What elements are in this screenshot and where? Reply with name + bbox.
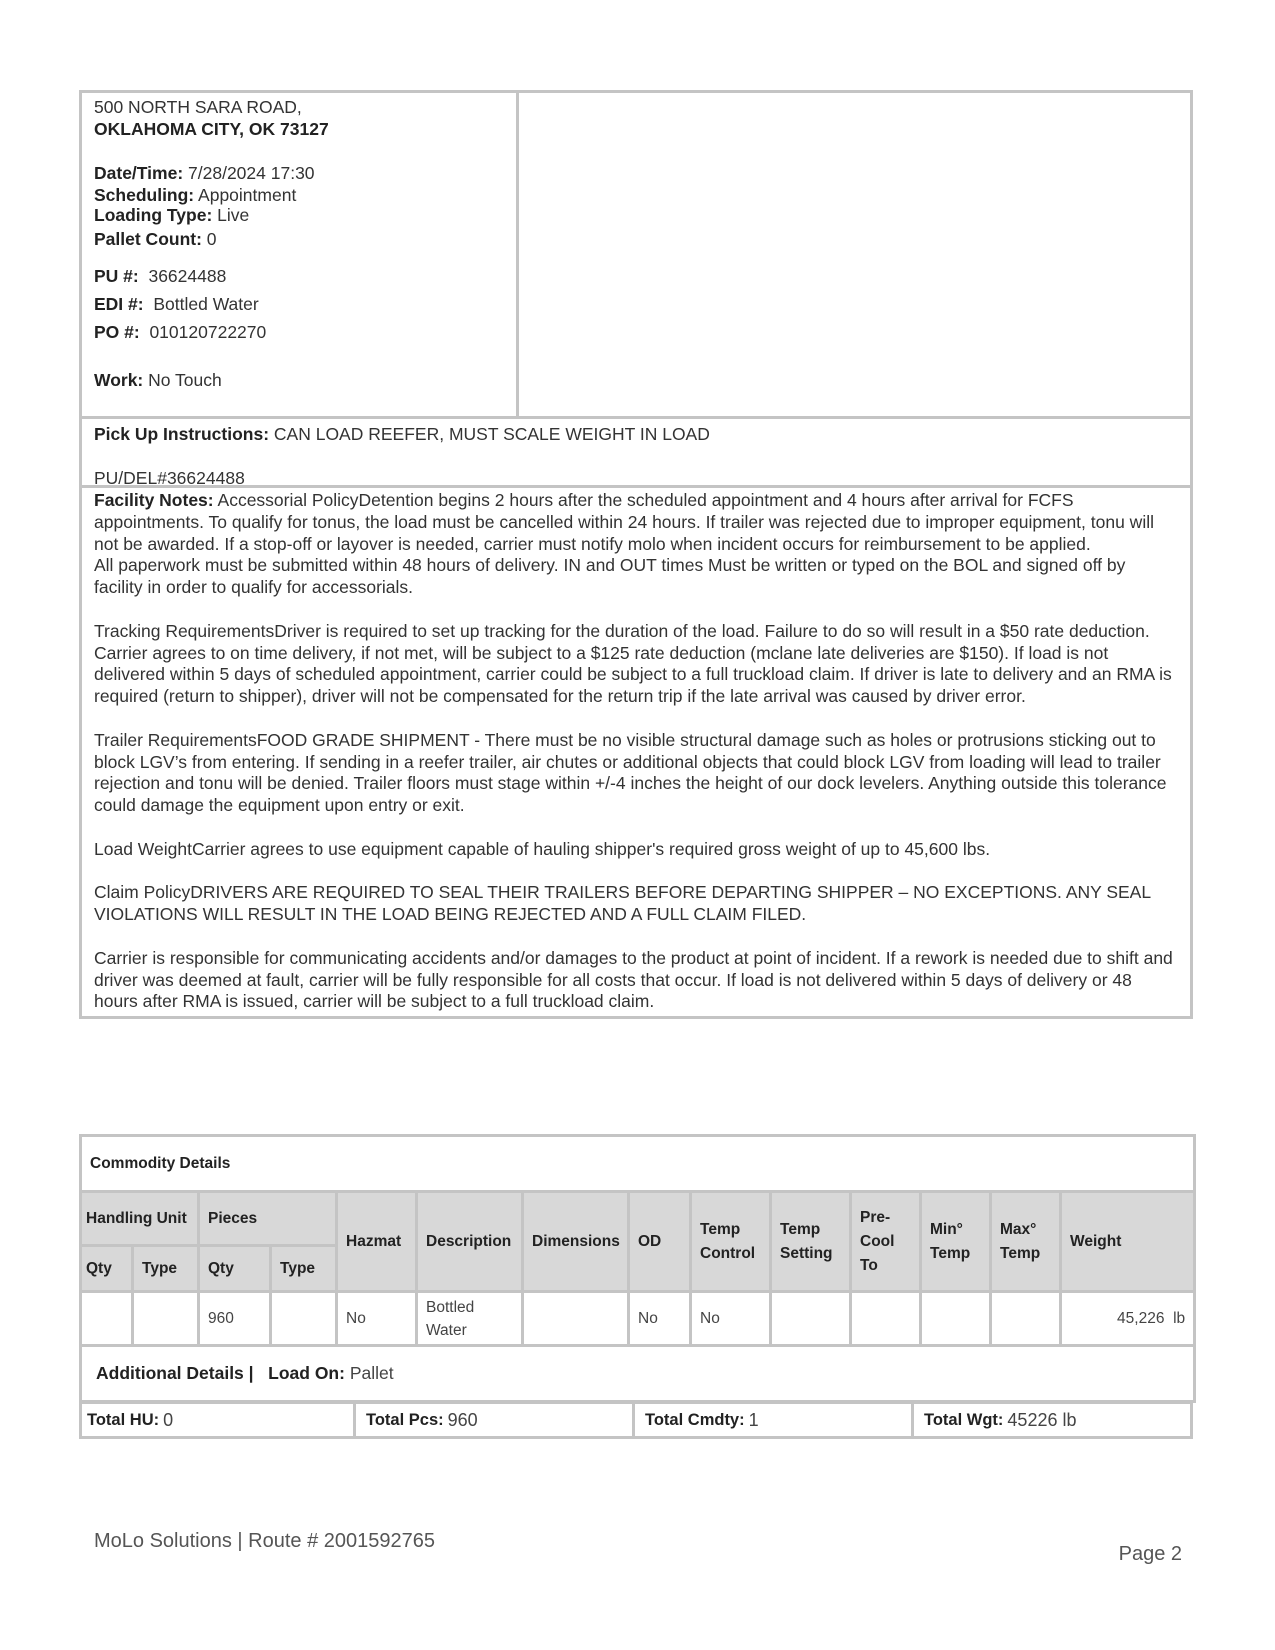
- commodity-title: Commodity Details: [81, 1136, 1195, 1192]
- handling-unit-header: Handling Unit: [81, 1192, 199, 1246]
- address-city: OKLAHOMA CITY, OK 73127: [94, 119, 329, 139]
- max-temp-cell: [991, 1292, 1061, 1346]
- pcs-type-header: Type: [271, 1246, 337, 1292]
- commodity-table: [79, 1134, 1196, 1403]
- pre-cool-header: Pre-Cool To: [851, 1192, 921, 1292]
- description-cell: Bottled Water: [417, 1292, 523, 1346]
- temp-setting-cell: [771, 1292, 851, 1346]
- pcs-qty-cell: 960: [199, 1292, 271, 1346]
- datetime-line: Date/Time: 7/28/2024 17:30: [94, 163, 315, 183]
- pcs-qty-header: Qty: [199, 1246, 271, 1292]
- temp-control-header: Temp Control: [691, 1192, 771, 1292]
- pickup-ref: PU/DEL#36624488: [94, 468, 245, 488]
- scheduling-line: Scheduling: Appointment: [94, 185, 297, 205]
- od-cell: No: [629, 1292, 691, 1346]
- hu-qty-header: Qty: [81, 1246, 133, 1292]
- weight-header: Weight: [1061, 1192, 1195, 1292]
- empty-cell: [519, 93, 1190, 416]
- pre-cool-cell: [851, 1292, 921, 1346]
- edi-line: EDI #: Bottled Water: [94, 294, 259, 314]
- table-row: [81, 1292, 1195, 1346]
- loading-line: Loading Type: Live: [94, 205, 250, 225]
- dimensions-header: Dimensions: [523, 1192, 629, 1292]
- po-line: PO #: 010120722270: [94, 322, 267, 342]
- facility-notes: Facility Notes: Accessorial PolicyDetention begins 2 hours after the scheduled appointment and 4 hours after arrival for FCFS appointments. To qualify for tonus, the load must be cancelled within 24 hours. If trailer was rejected due to improper equipment, tonu will not be awarded. If a stop-off or layover is needed, carrier must notify molo when incident occurs for reimbursement to be applied. All paperwork must be submitted within 48 hours of delivery. IN and OUT times Must be written or typed on the BOL and signed off by facility in order to qualify for accessorials. Tracking RequirementsDriver is required to set up tracking for the duration of the load. Failure to do so will result in a $50 rate deduction. Carrier agrees to on time delivery, if not met, will be subject to a $125 rate deduction (mclane late deliveries are $150). If load is not delivered within 5 days of scheduled appointment, carrier could be subject to a full truckload claim. If driver is late to delivery and an RMA is required (return to shipper), driver will not be compensated for the return trip if the late arrival was caused by driver error. Trailer RequirementsFOOD GRADE SHIPMENT - There must be no visible structural damage such as holes or protrusions sticking out to block LGV’s from entering. If sending in a reefer trailer, air chutes or additional objects that could block LGV from loading will lead to trailer rejection and tonu will be denied. Trailer floors must stage within +/-4 inches the height of our dock levelers. Anything outside this tolerance could damage the equipment upon entry or exit. Load WeightCarrier agrees to use equipment capable of hauling shipper's required gross weight of up to 45,600 lbs. Claim PolicyDRIVERS ARE REQUIRED TO SEAL THEIR TRAILERS BEFORE DEPARTING SHIPPER – NO EXCEPTIONS. ANY SEAL VIOLATIONS WILL RESULT IN THE LOAD BEING REJECTED AND A FULL CLAIM FILED. Carrier is responsible for communicating accidents and/or damages to the product at point of incident. If a rework is needed due to shift and driver was deemed at fault, carrier will be fully responsible for all costs that occur. If load is not delivered within 5 days of delivery or 48 hours after RMA is issued, carrier will be subject to a full truckload claim.: [94, 490, 1173, 1012]
- min-temp-cell: [921, 1292, 991, 1346]
- additional-details-row: [81, 1346, 1195, 1402]
- pcs-type-cell: [271, 1292, 337, 1346]
- hazmat-cell: No: [337, 1292, 417, 1346]
- weight-cell: 45,226 lb: [1061, 1292, 1195, 1346]
- total-pcs: Total Pcs: 960: [356, 1404, 635, 1436]
- dimensions-cell: [523, 1292, 629, 1346]
- total-cmdty: Total Cmdty: 1: [635, 1404, 914, 1436]
- description-header: Description: [417, 1192, 523, 1292]
- hu-type-cell: [133, 1292, 199, 1346]
- totals-row: [79, 1401, 1193, 1439]
- hazmat-header: Hazmat: [337, 1192, 417, 1292]
- hu-type-header: Type: [133, 1246, 199, 1292]
- hu-qty-cell: [81, 1292, 133, 1346]
- max-temp-header: Max° Temp: [991, 1192, 1061, 1292]
- temp-setting-header: Temp Setting: [771, 1192, 851, 1292]
- total-hu: Total HU: 0: [82, 1404, 356, 1436]
- additional-details-cell: Additional Details | Load On: Pallet: [81, 1346, 1195, 1402]
- temp-control-cell: No: [691, 1292, 771, 1346]
- footer-route: MoLo Solutions | Route # 2001592765: [94, 1530, 436, 1552]
- stop-details-table: [79, 90, 1193, 1019]
- pieces-header: Pieces: [199, 1192, 337, 1246]
- stop-details-row: [82, 93, 1190, 419]
- pu-line: PU #: 36624488: [94, 266, 227, 286]
- address-street: 500 NORTH SARA ROAD,: [94, 97, 302, 117]
- pallet-line: Pallet Count: 0: [94, 229, 217, 249]
- stop-info-cell: [82, 93, 519, 416]
- page-number: Page 2: [1118, 1543, 1182, 1565]
- pickup-instructions: Pick Up Instructions: CAN LOAD REEFER, MUST SCALE WEIGHT IN LOAD PU/DEL#36624488: [82, 419, 1190, 488]
- min-temp-header: Min° Temp: [921, 1192, 991, 1292]
- od-header: OD: [629, 1192, 691, 1292]
- work-line: Work: No Touch: [94, 370, 222, 390]
- total-wgt: Total Wgt: 45226 lb: [924, 1409, 1077, 1430]
